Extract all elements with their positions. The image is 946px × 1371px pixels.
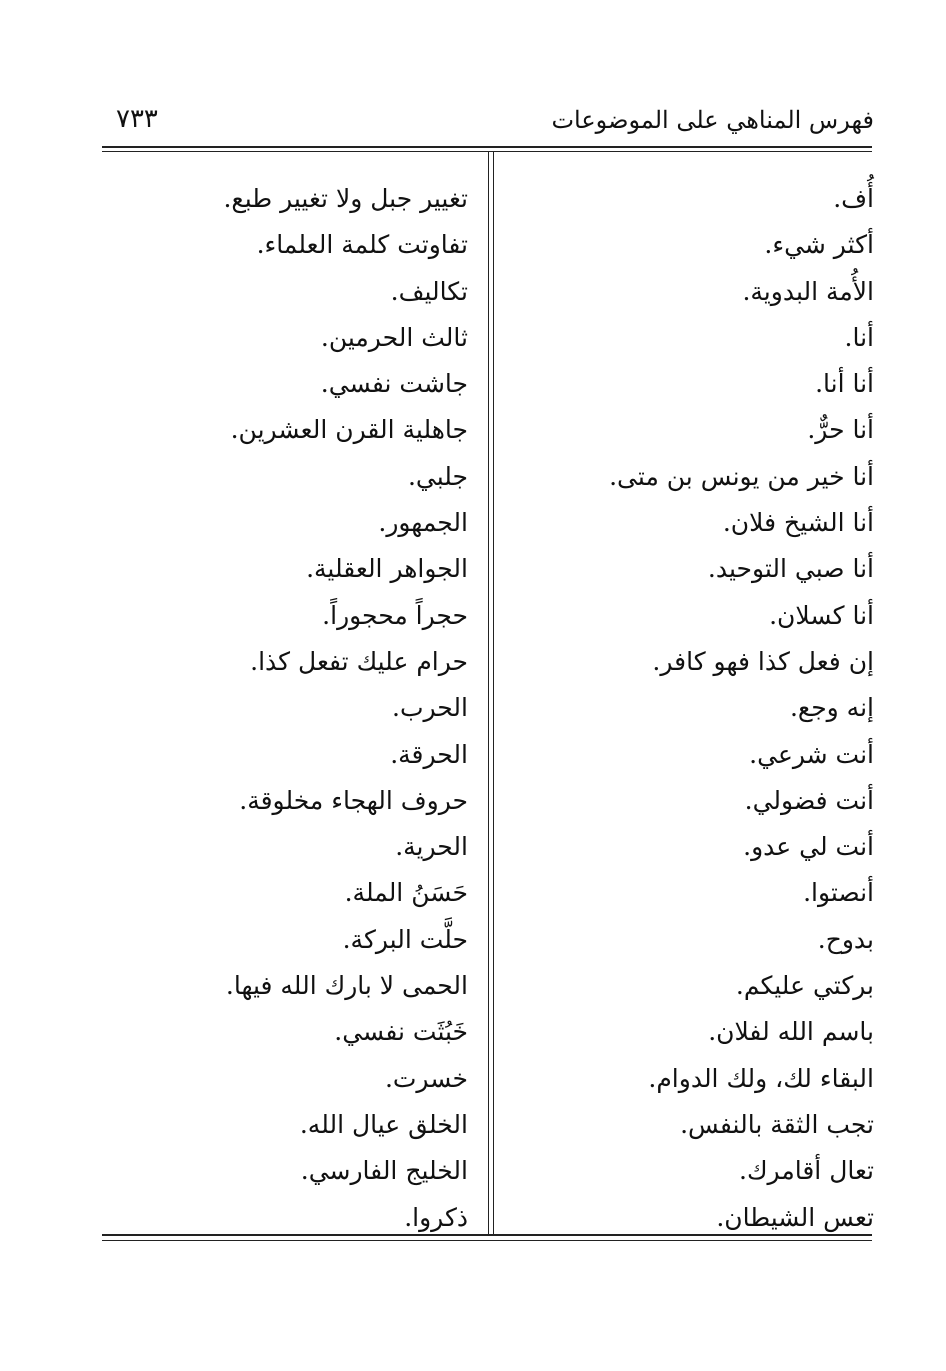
index-entry: الحمى لا بارك الله فيها. xyxy=(225,971,468,1001)
index-entry: أنت شرعي. xyxy=(749,739,874,769)
index-entry: حرام عليك تفعل كذا. xyxy=(250,646,468,676)
footer-rule-thick xyxy=(102,1234,872,1236)
index-entry: أنا صبي التوحيد. xyxy=(707,554,874,584)
index-entry: حَسَنُ الملة. xyxy=(344,878,468,908)
index-entry: خَبُثَت نفسي. xyxy=(334,1017,468,1047)
index-entry: أنا كسلان. xyxy=(769,600,874,630)
index-entry: تغيير جبل ولا تغيير طبع. xyxy=(223,184,468,213)
index-entry: أنا. xyxy=(844,322,874,352)
index-entry: إنه وجع. xyxy=(789,693,874,723)
index-entry: حجراً محجوراً. xyxy=(322,600,468,630)
index-entry: أنا خير من يونس بن متى. xyxy=(609,461,874,491)
index-entry: جاشت نفسي. xyxy=(320,369,468,399)
index-entry: جاهلية القرن العشرين. xyxy=(230,415,468,445)
index-entry: بدوح. xyxy=(817,924,874,954)
index-entry: إن فعل كذا فهو كافر. xyxy=(652,646,874,676)
index-entry: الأُمة البدوية. xyxy=(742,276,874,306)
index-entry: الخليج الفارسي. xyxy=(300,1156,468,1186)
index-entry: حلَّت البركة. xyxy=(342,924,468,954)
header-rule-thin xyxy=(102,151,872,152)
index-entry: حروف الهجاء مخلوقة. xyxy=(239,785,468,815)
index-entry: تجب الثقة بالنفس. xyxy=(680,1109,874,1139)
index-entry: الحرقة. xyxy=(390,739,468,769)
index-entry: أنا حرٌّ. xyxy=(807,415,874,445)
index-entry: الخلق عيال الله. xyxy=(299,1109,468,1139)
index-entry: تكاليف. xyxy=(390,276,468,306)
page-number: ٧٣٣ xyxy=(116,104,158,134)
index-entry: ذكروا. xyxy=(404,1202,468,1232)
index-entry: أنا أنا. xyxy=(815,369,874,399)
index-entry: تعال أقامرك. xyxy=(739,1156,874,1186)
index-entry: أكثر شيء. xyxy=(764,230,874,260)
footer-rule-thin xyxy=(102,1240,872,1241)
index-entry: باسم الله لفلان. xyxy=(708,1017,874,1047)
running-title: فهرس المناهي على الموضوعات xyxy=(551,106,874,134)
index-entry: الحرية. xyxy=(395,832,468,862)
index-column-right xyxy=(484,176,874,1241)
index-entry: بركتي عليكم. xyxy=(735,971,874,1001)
index-entry: أنصتوا. xyxy=(803,878,874,908)
index-entry: تعس الشيطان. xyxy=(716,1202,874,1232)
index-entry: تفاوتت كلمة العلماء. xyxy=(256,230,468,260)
index-entry: أُف. xyxy=(833,184,874,213)
index-entry: أنت لي عدو. xyxy=(743,832,874,862)
index-entry: الجمهور. xyxy=(378,508,468,538)
index-column-left xyxy=(108,176,468,1241)
index-entry: أنا الشيخ فلان. xyxy=(722,508,874,538)
index-entry: جلبي. xyxy=(407,461,468,491)
index-entry: خسرت. xyxy=(384,1063,468,1093)
index-entry: ثالث الحرمين. xyxy=(320,322,468,352)
index-entry: الحرب. xyxy=(392,693,468,723)
header-rule-thick xyxy=(102,146,872,148)
index-entry: البقاء لك، ولك الدوام. xyxy=(648,1063,874,1093)
index-entry: أنت فضولي. xyxy=(744,785,874,815)
index-entry: الجواهر العقلية. xyxy=(306,554,468,584)
